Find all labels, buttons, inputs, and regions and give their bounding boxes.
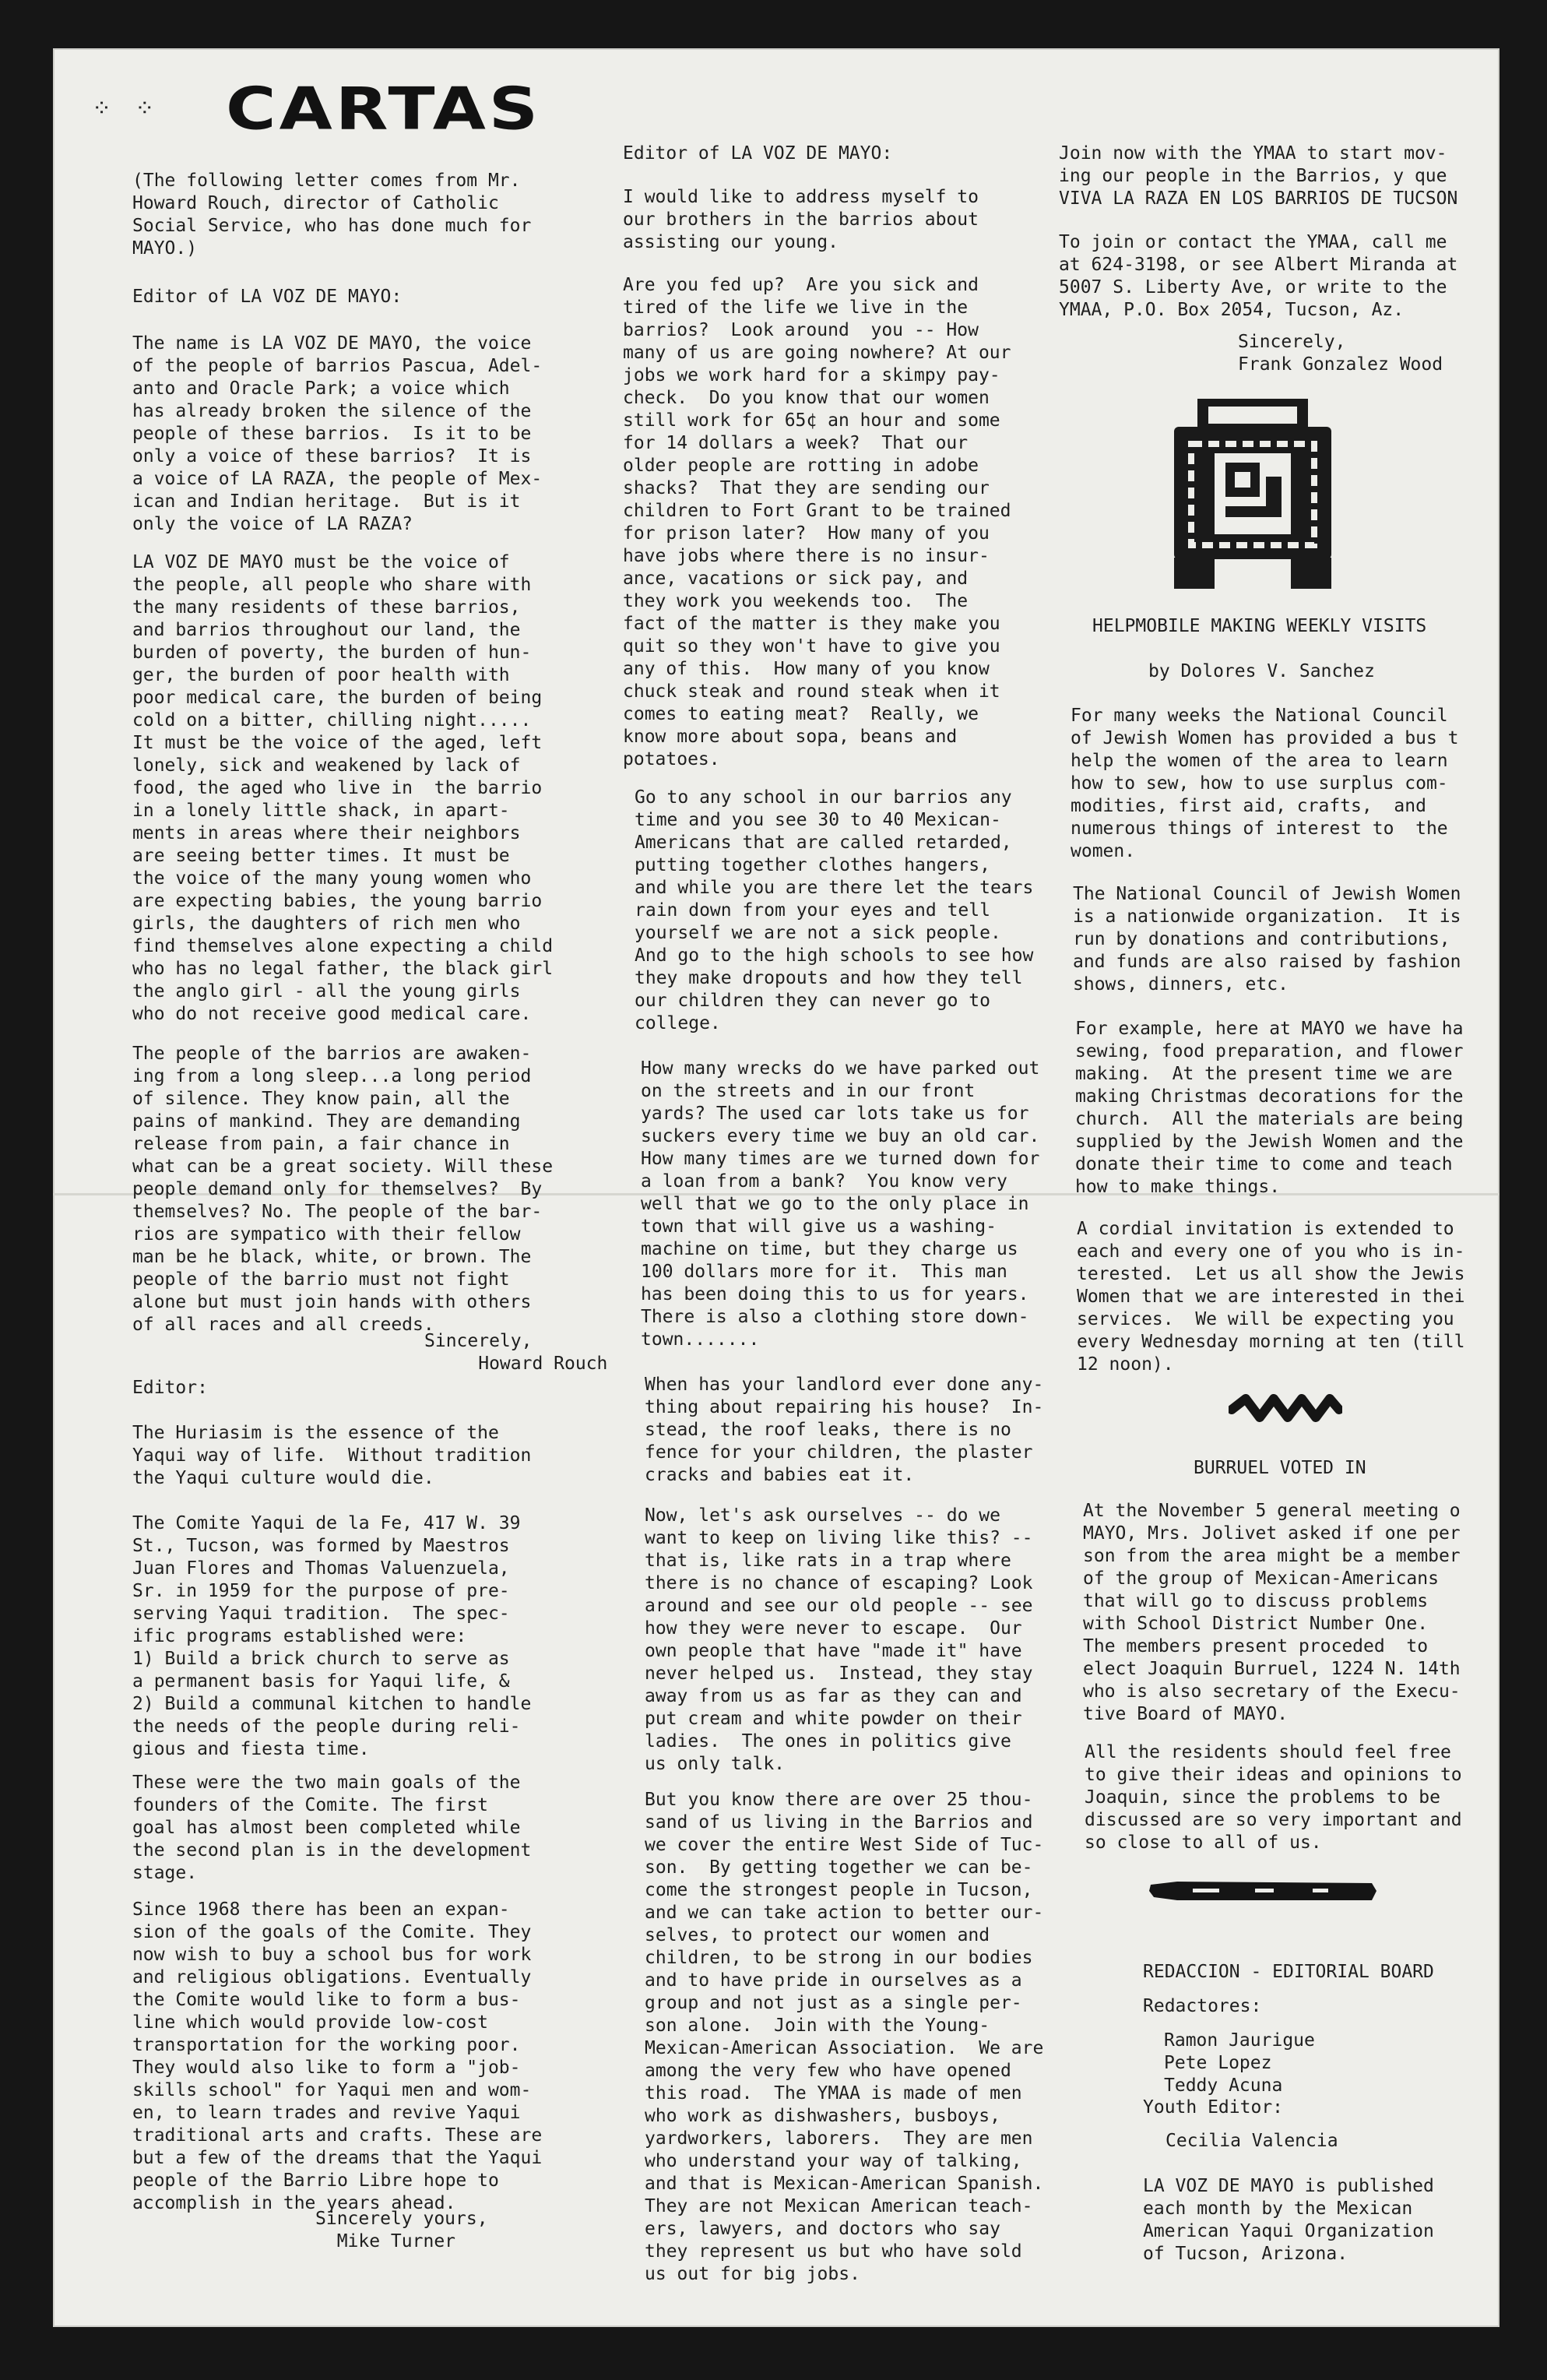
signature: Sincerely yours, Mike Turner: [315, 2209, 488, 2251]
letter-paragraph: LA VOZ DE MAYO must be the voice of the people, all people who share with the many residents of these barrios, and barrios throughout our land, the burden of poverty, the burden of hun- ger, the burden of poor health with poor medical care, the burden of being cold on a bitter, chilling night..... It must be the voice of the aged, left lonely, sick and weakened by lack of food, the aged who live in the barrio in a lonely little shack, in apart- ments in areas where their neighbors are seeing better times. It must be the voice of the many young women who are expecting babies, the young barrio girls, the daughters of rich men who find themselves alone expecting a child who has no legal father, the black girl the anglo girl - all the young girls who do not receive good medical care.: [132, 552, 554, 1024]
letter-paragraph: The Huriasim is the essence of the Yaqui way of life. Without tradition the Yaqui culture would die.: [132, 1423, 532, 1488]
publication-note: LA VOZ DE MAYO is published each month by the Mexican American Yaqui Organization of Tucson, Arizona.: [1143, 2176, 1434, 2264]
board-title: REDACCION - EDITORIAL BOARD: [1143, 1962, 1434, 1982]
decorative-dots: ⁘ ⁘: [92, 95, 160, 122]
intro-note: (The following letter comes from Mr. Howard Rouch, director of Catholic Social Service, who has done much for MAYO.): [132, 171, 532, 259]
letter-paragraph: Since 1968 there has been an expan- sion of the goals of the Comite. They now wish to buy a school bus for work and religious obligations. Eventually the Comite would like to form a bus- line which would provide low-cost transportation for the working poor. They would also like to form a "job- skills school" for Yaqui men and wom- en, to learn trades and revive Yaqui traditional arts and crafts. These are but a few of the dreams that the Yaqui people of the Barrio Libre hope to accomplish in the years ahead.: [132, 1899, 543, 2213]
letter-paragraph: To join or contact the YMAA, call me at 624-3198, or see Albert Miranda at 5007 S. Liberty Ave, or write to the YMAA, P.O. Box 2054, Tucson, Az.: [1059, 232, 1458, 320]
board-label: Redactores:: [1143, 1996, 1262, 2016]
letter-paragraph: I would like to address myself to our brothers in the barrios about assisting our young.: [623, 187, 979, 252]
zigzag-ornament-icon: [1229, 1394, 1342, 1425]
letter-paragraph: These were the two main goals of the founders of the Comite. The first goal has almost been completed while the second plan is in the development stage.: [132, 1773, 532, 1883]
signature: Sincerely, Frank Gonzalez Wood: [1238, 332, 1443, 375]
salutation: Editor:: [132, 1378, 208, 1398]
letter-paragraph: But you know there are over 25 thou- sand of us living in the Barrios and we cover the entire West Side of Tuc- son. By getting together we can be- come the strongest people in Tucson, and we can take action to better our- selves, to protect our women and children, to be strong in our bodies and to have pride in ourselves as a group and not just as a single per- son alone. Join with the Young- Mexican-American Association. We are among the very few who have opened this road. The YMAA is made of men who work as dishwashers, busboys, yardworkers, laborers. They are men who understand your way of talking, and that is Mexican-American Spanish. They are not Mexican American teach- ers, lawyers, and doctors who say they represent us but who have sold us out for big jobs.: [645, 1790, 1044, 2284]
article-paragraph: All the residents should feel free to give their ideas and opinions to Joaquin, since the problems to be discussed are so very important and so close to all of us.: [1085, 1742, 1462, 1853]
article-paragraph: For example, here at MAYO we have ha sewing, food preparation, and flower making. At the present time we are making Christmas decorations for the church. All the materials are being supplied by the Jewish Women and the donate their time to come and teach how to make things.: [1075, 1019, 1464, 1197]
letter-paragraph: When has your landlord ever done any- thing about repairing his house? In- stead, the roof leaks, there is no fence for your children, the plaster cracks and babies eat it.: [645, 1375, 1044, 1485]
letter-paragraph: Go to any school in our barrios any time and you see 30 to 40 Mexican- Americans that are called retarded, putting together clothes hangers, and while you are there let the tears rain down from your eyes and tell yourself we are not a sick people. And go to the high schools to see how they make dropouts and how they tell our children they can never go to college.: [635, 787, 1034, 1033]
article-paragraph: For many weeks the National Council of Jewish Women has provided a bus t help the women of the area to learn how to sew, how to use surplus com- modities, first aid, crafts, and numerous things of interest to the women.: [1071, 706, 1459, 861]
letter-paragraph: Now, let's ask ourselves -- do we want to keep on living like this? -- that is, like rats in a trap where there is no chance of escaping? Look around and see our old people -- see how they were never to escape. Our own people that have "made it" have never helped us. Instead, they stay away from us as far as they can and put cream and white powder on their ladies. The ones in politics give us only talk.: [645, 1505, 1033, 1774]
article-paragraph: The National Council of Jewish Women is a nationwide organization. It is run by donations and contributions, and funds are also raised by fashion shows, dinners, etc.: [1073, 884, 1461, 995]
mayo-emblem-icon: [1174, 399, 1331, 589]
article-paragraph: A cordial invitation is extended to each and every one of you who is in- terested. Let us all show the Jewis Women that we are interested in thei services. We will be expecting you every Wednesday morning at ten (till 12 noon).: [1077, 1219, 1465, 1375]
letter-paragraph: How many wrecks do we have parked out on the streets and in our front yards? The used car lots take us for suckers every time we buy an old car. How many times are we turned down for a loan from a bank? You know very well that we go to the only place in town that will give us a washing- machine on time, but they charge us 100 dollars more for it. This man has been doing this to us for years. There is also a clothing store down- town.......: [641, 1058, 1040, 1350]
letter-paragraph: The Comite Yaqui de la Fe, 417 W. 39 St., Tucson, was formed by Maestros Juan Flores and Thomas Valuenzuela, Sr. in 1959 for the purpose of pre- serving Yaqui tradition. The spec- ific programs established were: 1) Build a brick church to serve as a permanent basis for Yaqui life, & 2) Build a communal kitchen to handle the needs of the people during reli- gious and fiesta time.: [132, 1513, 532, 1759]
letter-paragraph: Are you fed up? Are you sick and tired of the life we live in the barrios? Look around you -- How many of us are going nowhere? At our jobs we work hard for a skimpy pay- check. Do you know that our women still work for 65¢ an hour and some for 14 dollars a week? That our older people are rotting in adobe shacks? That they are sending our children to Fort Grant to be trained for prison later? How many of you have jobs where there is no insur- ance, vacations or sick pay, and they work you weekends too. The fact of the matter is they make you quit so they won't have to give you any of this. How many of you know chuck steak and round steak when it comes to eating meat? Really, we know more about sopa, beans and potatoes.: [623, 275, 1011, 769]
letter-paragraph: The name is LA VOZ DE MAYO, the voice of the people of barrios Pascua, Adel- anto and Oracle Park; a voice which has already broken the silence of the people of these barrios. Is it to be only a voice of these barrios? It is a voice of LA RAZA, the people of Mex- ican and Indian heritage. But is it only the voice of LA RAZA?: [132, 333, 543, 534]
article-paragraph: At the November 5 general meeting o MAYO, Mrs. Jolivet asked if one per son from the area might be a member of the group of Mexican-Americans that will go to discuss problems with School District Number One. The members present proceded to elect Joaquin Burruel, 1224 N. 14th who is also secretary of the Execu- tive Board of MAYO.: [1083, 1501, 1461, 1724]
board-members: Ramon Jaurigue Pete Lopez Teddy Acuna: [1164, 2030, 1315, 2096]
masthead-title: CARTAS: [226, 75, 542, 143]
article-title: HELPMOBILE MAKING WEEKLY VISITS: [1092, 616, 1427, 636]
signature: Sincerely, Howard Rouch: [424, 1331, 608, 1374]
bar-ornament-icon: [1146, 1877, 1380, 1905]
board-label: Youth Editor:: [1143, 2097, 1284, 2118]
letter-paragraph: The people of the barrios are awaken- ing from a long sleep...a long period of silence. They know pain, all the pains of mankind. They are demanding release from pain, a fair chance in what can be a great society. Will these people demand only for themselves? By themselves? No. The people of the bar- rios are sympatico with their fellow man be he black, white, or brown. The people of the barrio must not fight alone but must join hands with others of all races and all creeds.: [132, 1044, 554, 1335]
article-title: BURRUEL VOTED IN: [1194, 1458, 1366, 1478]
salutation: Editor of LA VOZ DE MAYO:: [623, 143, 893, 164]
article-byline: by Dolores V. Sanchez: [1148, 661, 1375, 681]
letter-paragraph: Join now with the YMAA to start mov- ing our people in the Barrios, y que VIVA LA RAZA EN LOS BARRIOS DE TUCSON: [1059, 143, 1458, 209]
salutation: Editor of LA VOZ DE MAYO:: [132, 287, 403, 307]
board-members: Cecilia Valencia: [1166, 2131, 1338, 2151]
